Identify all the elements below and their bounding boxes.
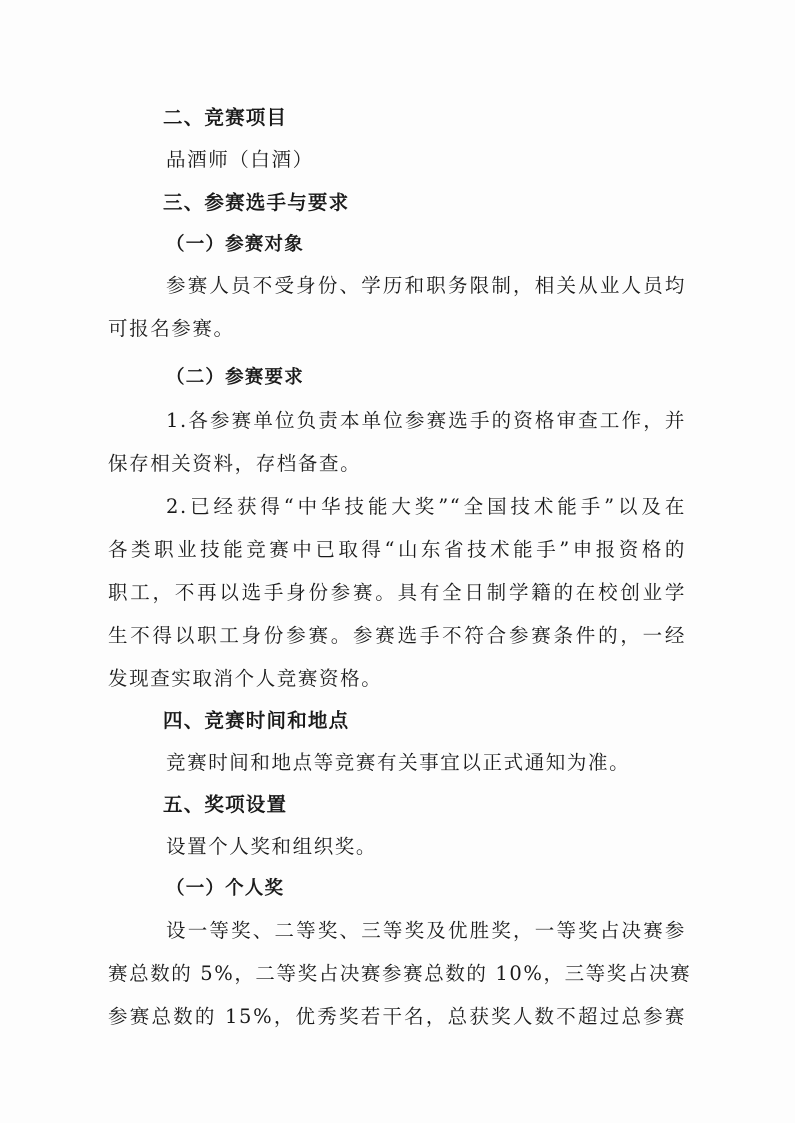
section-heading-awards: 五、奖项设置 <box>163 793 288 816</box>
paragraph-line: 设置个人奖和组织奖。 <box>166 835 378 858</box>
subsection-heading-requirements: （二）参赛要求 <box>166 367 304 388</box>
paragraph-line: 职工，不再以选手身份参赛。具有全日制学籍的在校创业学 <box>108 581 686 604</box>
section-heading-time-place: 四、竞赛时间和地点 <box>163 709 350 732</box>
section-heading-contestants: 三、参赛选手与要求 <box>163 191 350 214</box>
section-heading-competition-items: 二、竞赛项目 <box>163 106 288 129</box>
paragraph-line: 参赛人员不受身份、学历和职务限制，相关从业人员均 <box>166 274 686 297</box>
paragraph-line: 各类职业技能竞赛中已取得“山东省技术能手”申报资格的 <box>108 538 686 561</box>
paragraph-line: 参赛总数的 15%，优秀奖若干名，总获奖人数不超过总参赛 <box>108 1005 686 1028</box>
paragraph-line: 发现查实取消个人竞赛资格。 <box>108 667 383 690</box>
paragraph-line: 赛总数的 5%，二等奖占决赛参赛总数的 10%，三等奖占决赛 <box>108 962 692 985</box>
paragraph-line: 1.各参赛单位负责本单位参赛选手的资格审查工作，并 <box>166 409 686 432</box>
subsection-heading-individual-awards: （一）个人奖 <box>166 878 285 899</box>
paragraph-line: 2.已经获得“中华技能大奖”“全国技术能手”以及在 <box>166 495 686 518</box>
paragraph-line: 保存相关资料，存档备查。 <box>108 452 362 475</box>
paragraph-line: 生不得以职工身份参赛。参赛选手不符合参赛条件的，一经 <box>108 624 686 647</box>
paragraph-line: 竞赛时间和地点等竞赛有关事宜以正式通知为准。 <box>166 751 631 774</box>
paragraph-line: 品酒师（白酒） <box>166 148 314 171</box>
paragraph-line: 可报名参赛。 <box>108 317 235 340</box>
paragraph-line: 设一等奖、二等奖、三等奖及优胜奖，一等奖占决赛参 <box>166 919 686 942</box>
subsection-heading-participants: （一）参赛对象 <box>166 234 304 255</box>
